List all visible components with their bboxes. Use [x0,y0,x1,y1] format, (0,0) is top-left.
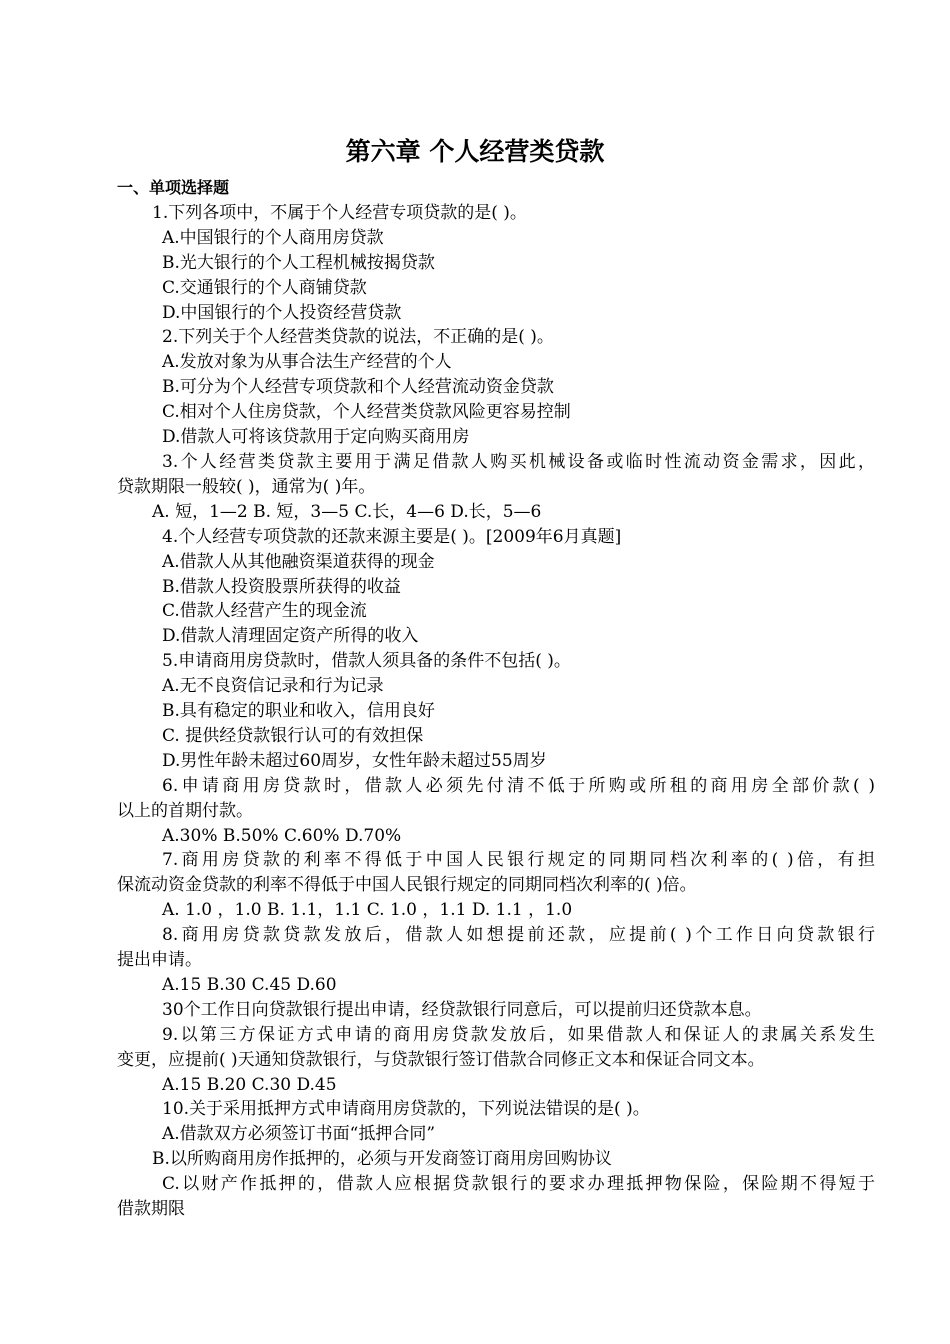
option-4b: B.借款人投资股票所获得的收益 [162,577,401,597]
question-9-line-2: 变更，应提前( )天通知贷款银行，与贷款银行签订借款合同修正文本和保证合同文本。 [117,1050,765,1070]
option-1b: B.光大银行的个人工程机械按揭贷款 [162,253,435,273]
option-2b: B.可分为个人经营专项贷款和个人经营流动资金贷款 [162,377,554,397]
option-2c: C.相对个人住房贷款，个人经营类贷款风险更容易控制 [162,402,571,422]
question-3-line-1: 3.个人经营类贷款主要用于满足借款人购买机械设备或临时性流动资金需求，因此， [162,452,875,472]
options-7: A. 1.0 ，1.0 B. 1.1，1.1 C. 1.0 ，1.1 D. 1.1 ，1.0 [162,900,573,920]
option-1a: A.中国银行的个人商用房贷款 [162,228,384,248]
option-4a: A.借款人从其他融资渠道获得的现金 [162,552,435,572]
option-10b: B.以所购商用房作抵押的，必须与开发商签订商用房回购协议 [152,1149,612,1169]
question-7-line-1: 7.商用房贷款的利率不得低于中国人民银行规定的同期同档次利率的( )倍，有担 [162,850,875,870]
question-2: 2.下列关于个人经营类贷款的说法，不正确的是( )。 [162,327,554,347]
question-5: 5.申请商用房贷款时，借款人须具备的条件不包括( )。 [162,651,571,671]
options-6: A.30% B.50% C.60% D.70% [162,826,402,846]
question-8-line-2: 提出申请。 [117,950,202,970]
question-8-line-1: 8.商用房贷款贷款发放后，借款人如想提前还款，应提前( )个工作日向贷款银行 [162,925,875,945]
option-4d: D.借款人清理固定资产所得的收入 [162,626,419,646]
question-4: 4.个人经营专项贷款的还款来源主要是( )。[2009年6月真题] [162,527,622,547]
question-6-line-2: 以上的首期付款。 [117,801,253,821]
question-6-line-1: 6.申请商用房贷款时，借款人必须先付清不低于所购或所租的商用房全部价款( ) [162,776,875,796]
option-2a: A.发放对象为从事合法生产经营的个人 [162,352,452,372]
option-1d: D.中国银行的个人投资经营贷款 [162,303,402,323]
chapter-title: 第六章 个人经营类贷款 [345,137,605,166]
question-7-line-2: 保流动资金贷款的利率不得低于中国人民银行规定的同期同档次利率的( )倍。 [117,875,697,895]
option-10c-line-1: C.以财产作抵押的，借款人应根据贷款银行的要求办理抵押物保险，保险期不得短于 [162,1174,875,1194]
section-heading: 一、单项选择题 [117,178,230,197]
options-9: A.15 B.20 C.30 D.45 [162,1075,337,1095]
question-10: 10.关于采用抵押方式申请商用房贷款的，下列说法错误的是( )。 [162,1099,650,1119]
option-1c: C.交通银行的个人商铺贷款 [162,278,367,298]
option-5c: C. 提供经贷款银行认可的有效担保 [162,726,424,746]
option-10c-line-2: 借款期限 [117,1199,185,1219]
question-9-line-1: 9.以第三方保证方式申请的商用房贷款发放后，如果借款人和保证人的隶属关系发生 [162,1025,875,1045]
question-1: 1.下列各项中，不属于个人经营专项贷款的是( )。 [152,203,527,223]
options-3: A. 短，1—2 B. 短，3—5 C.长，4—6 D.长，5—6 [152,502,542,522]
option-10a: A.借款双方必须签订书面“抵押合同” [162,1124,436,1144]
option-2d: D.借款人可将该贷款用于定向购买商用房 [162,427,470,447]
question-3-line-2: 贷款期限一般较( )，通常为( )年。 [117,477,376,497]
option-4c: C.借款人经营产生的现金流 [162,601,367,621]
option-5b: B.具有稳定的职业和收入，信用良好 [162,701,435,721]
note-8: 30个工作日向贷款银行提出申请，经贷款银行同意后，可以提前归还贷款本息。 [162,1000,762,1020]
options-8: A.15 B.30 C.45 D.60 [162,975,337,995]
option-5a: A.无不良资信记录和行为记录 [162,676,384,696]
option-5d: D.男性年龄未超过60周岁，女性年龄未超过55周岁 [162,751,547,771]
